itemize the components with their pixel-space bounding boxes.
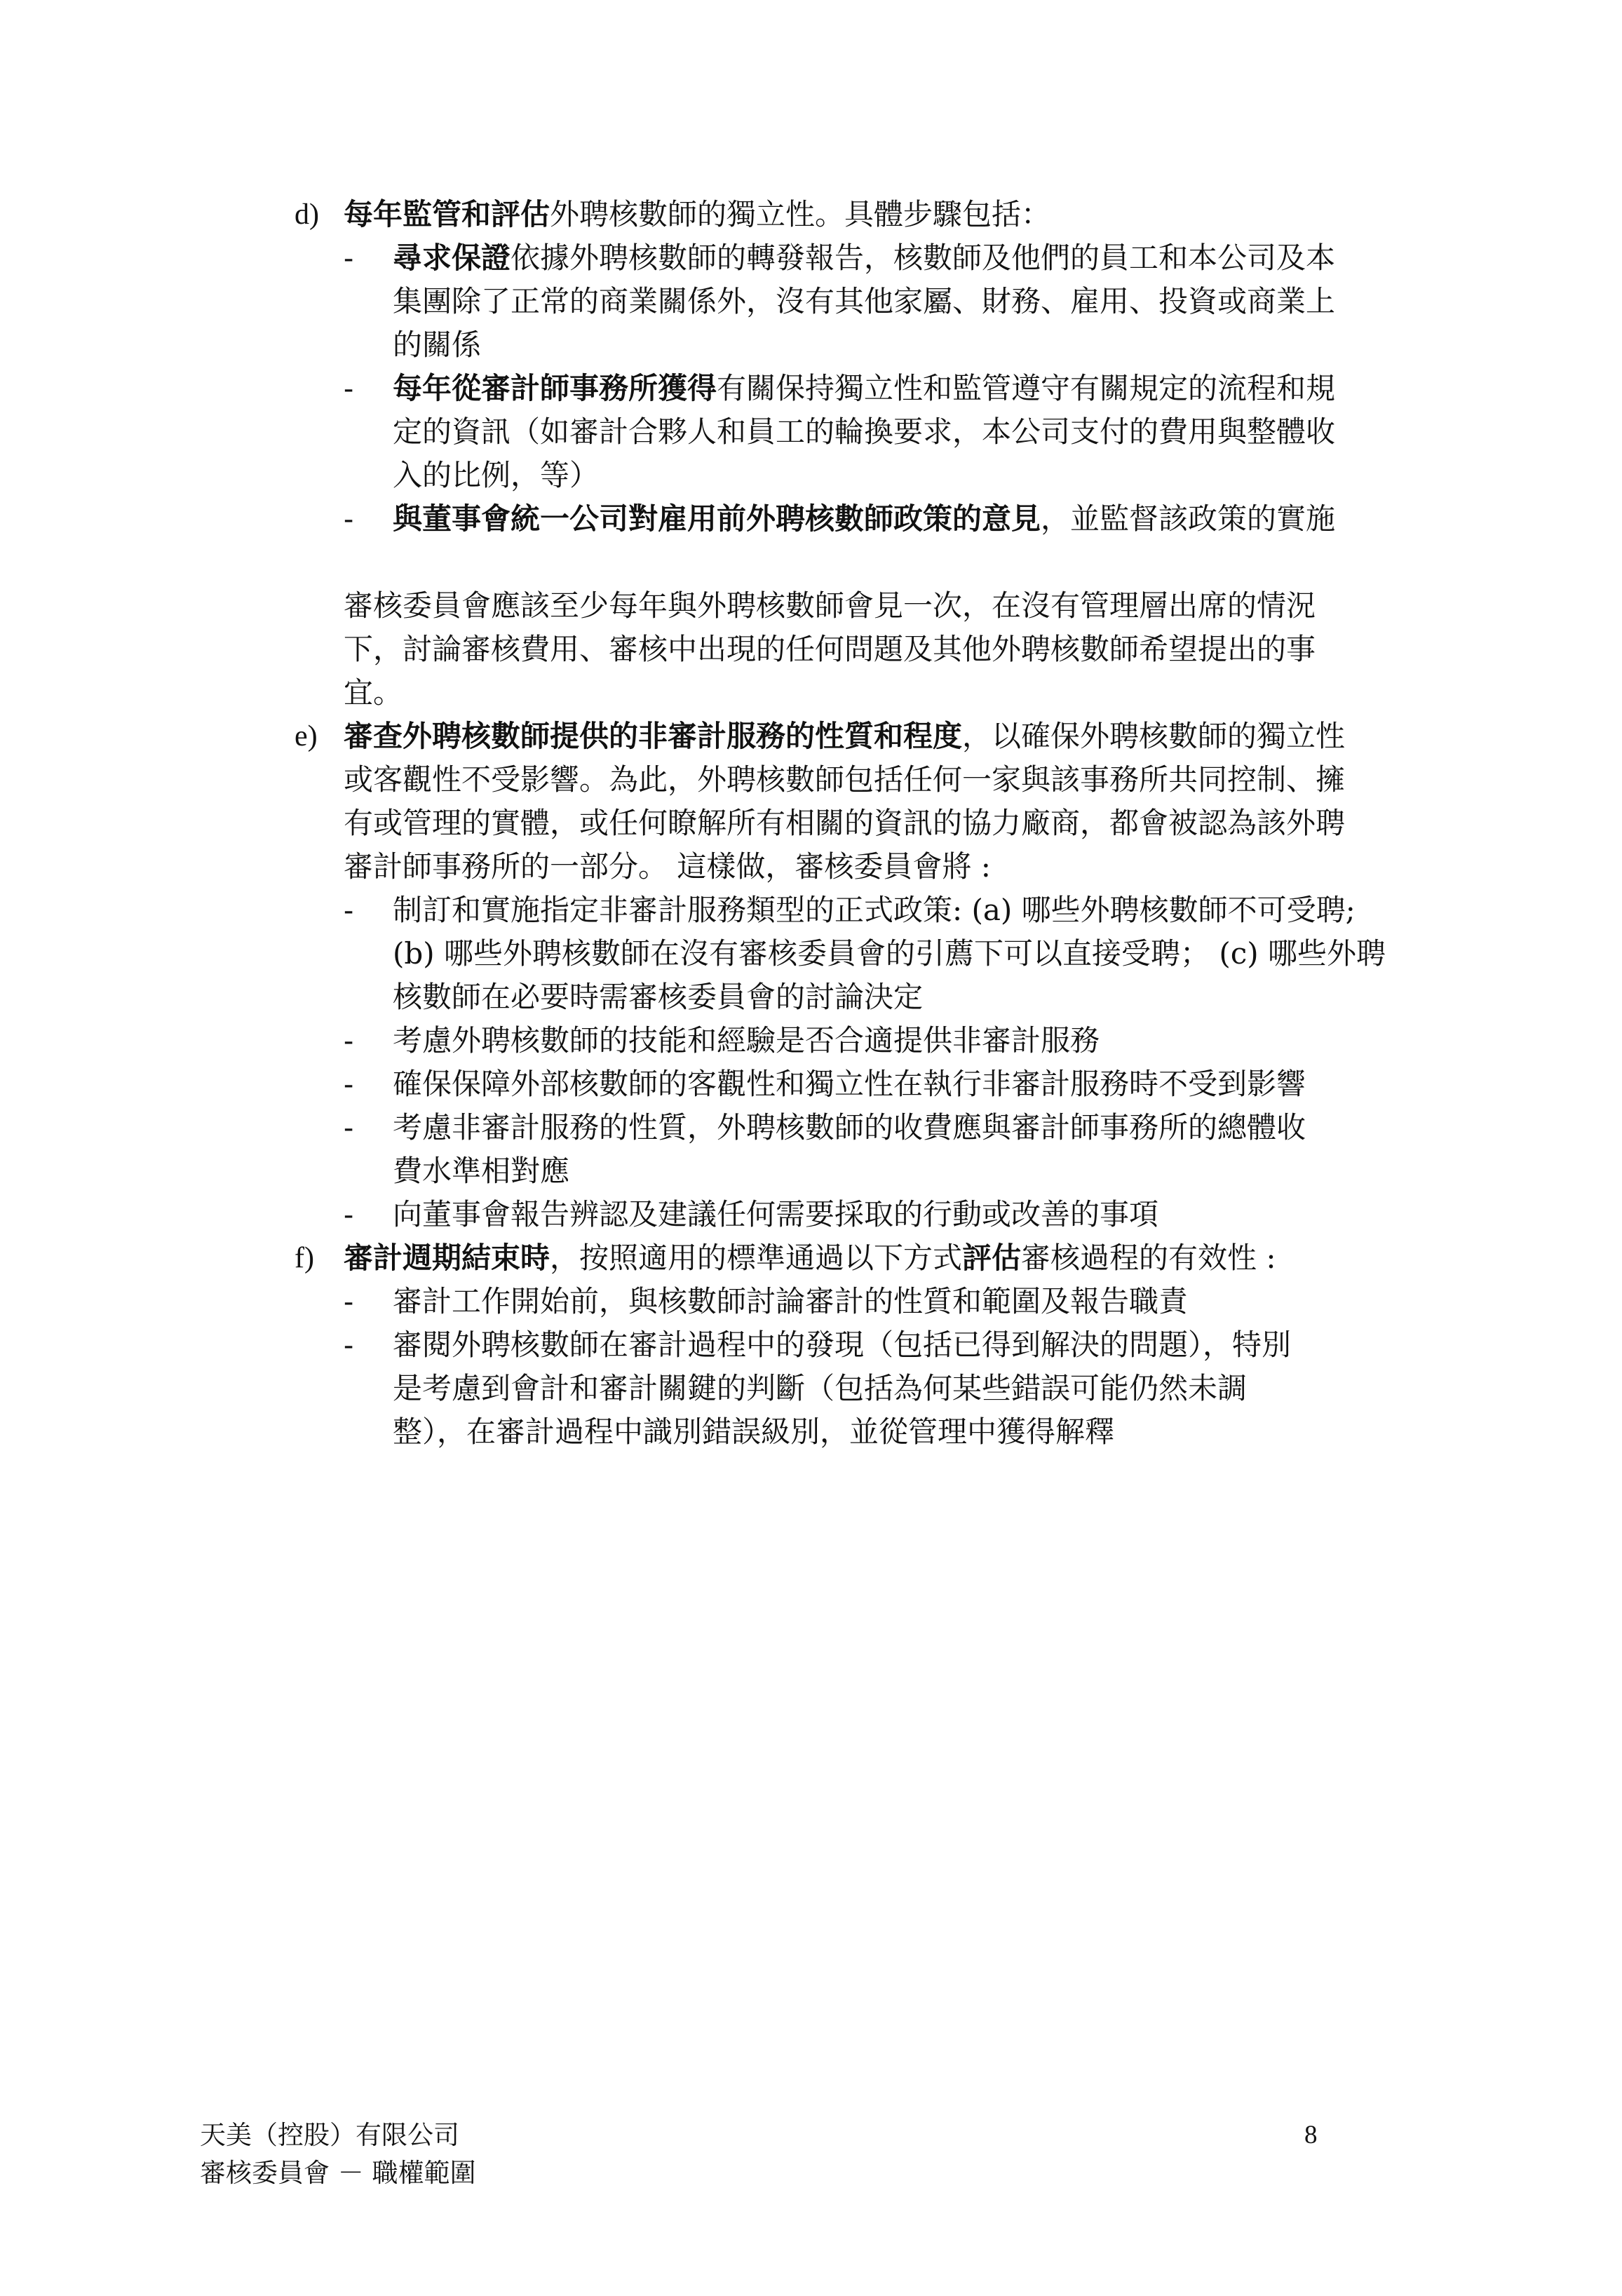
section-e-intro-text: 審計師事務所的一部分。 這樣做，審核委員會將 : <box>344 849 991 884</box>
footer-document-title: 審核委員會 － 職權範圍 <box>200 2158 476 2188</box>
bullet-dash: - <box>344 1284 354 1318</box>
bullet-dash: - <box>344 893 354 927</box>
section-marker-d: d) <box>295 198 319 231</box>
item-text: (b) 哪些外聘核數師在沒有審核委員會的引薦下可以直接受聘； (c) 哪些外聘 <box>393 936 1386 971</box>
bullet-dash: - <box>344 241 354 275</box>
item-text: 考慮非審計服務的性質，外聘核數師的收費應與審計師事務所的總體收 <box>393 1110 1306 1144</box>
section-d-item-3 <box>344 497 1431 541</box>
section-f <box>295 1236 1431 1454</box>
section-d-paragraph <box>344 584 1431 715</box>
item-text: 審計工作開始前，與核數師討論審計的性質和範圍及報告職責 <box>393 1284 1189 1318</box>
item-text: 考慮外聘核數師的技能和經驗是否合適提供非審計服務 <box>393 1023 1100 1058</box>
section-f-intro-bold: 審計週期結束時 <box>344 1241 550 1275</box>
document-body <box>295 193 1431 1454</box>
section-marker-e: e) <box>295 720 318 752</box>
item-text: 審閱外聘核數師在審計過程中的發現（包括已得到解決的問題），特別 <box>393 1328 1292 1362</box>
section-e-intro-bold: 審查外聘核數師提供的非審計服務的性質和程度 <box>344 719 963 753</box>
item-text: ，並監督該政策的實施 <box>1041 501 1336 536</box>
paragraph-line: 宜。 <box>344 675 403 710</box>
section-marker-f: f) <box>295 1242 314 1274</box>
bullet-dash: - <box>344 1023 354 1058</box>
item-text: 核數師在必要時需審核委員會的討論決定 <box>393 980 924 1014</box>
item-text: 整），在審計過程中識別錯誤級別，並從管理中獲得解釋 <box>393 1414 1115 1449</box>
item-text: 費水準相對應 <box>393 1154 570 1188</box>
section-d-item-1 <box>344 236 1431 367</box>
item-text: 定的資訊（如審計合夥人和員工的輪換要求，本公司支付的費用與整體收 <box>393 414 1336 449</box>
bullet-dash: - <box>344 371 354 405</box>
item-text: 向董事會報告辨認及建議任何需要採取的行動或改善的事項 <box>393 1197 1159 1231</box>
section-e-intro-text: 有或管理的實體，或任何瞭解所有相關的資訊的協力廠商，都會被認為該外聘 <box>344 806 1346 840</box>
section-f-intro-text: 審核過程的有效性 : <box>1021 1241 1276 1275</box>
section-d <box>295 193 1431 715</box>
item-text: 確保保障外部核數師的客觀性和獨立性在執行非審計服務時不受到影響 <box>393 1067 1306 1101</box>
section-d-intro-bold: 每年監管和評估 <box>344 197 550 231</box>
bullet-dash: - <box>344 1328 354 1362</box>
item-bold-text: 每年從審計師事務所獲得 <box>393 371 717 405</box>
section-f-item-2 <box>344 1323 1431 1454</box>
footer-company-name: 天美（控股）有限公司 <box>200 2120 459 2150</box>
section-e-intro-text: 或客觀性不受影響。為此，外聘核數師包括任何一家與該事務所共同控制、擁 <box>344 762 1346 797</box>
section-e-item-3 <box>344 1062 1431 1106</box>
item-text: 有關保持獨立性和監管遵守有關規定的流程和規 <box>717 371 1336 405</box>
section-d-intro <box>344 193 1431 236</box>
item-text: 的關係 <box>393 327 482 362</box>
section-e-intro-text: ，以確保外聘核數師的獨立性 <box>962 719 1346 753</box>
bullet-dash: - <box>344 501 354 536</box>
item-text: 依據外聘核數師的轉發報告，核數師及他們的員工和本公司及本 <box>511 241 1336 275</box>
section-d-intro-text: 外聘核數師的獨立性。具體步驟包括： <box>550 197 1051 231</box>
section-e-item-2 <box>344 1019 1431 1062</box>
bullet-dash: - <box>344 1110 354 1144</box>
item-bold-text: 尋求保證 <box>393 241 511 275</box>
page-number: 8 <box>1304 2121 1318 2149</box>
section-f-intro-text: ，按照適用的標準通過以下方式 <box>550 1241 963 1275</box>
footer <box>200 2116 476 2192</box>
section-e-item-1 <box>344 889 1431 1019</box>
bullet-dash: - <box>344 1197 354 1231</box>
section-d-item-2 <box>344 367 1431 497</box>
paragraph-line: 審核委員會應該至少每年與外聘核數師會見一次，在沒有管理層出席的情況 <box>344 588 1316 623</box>
section-e-item-4 <box>344 1106 1431 1193</box>
item-bold-text: 與董事會統一公司對雇用前外聘核數師政策的意見 <box>393 501 1041 536</box>
item-text: 制訂和實施指定非審計服務類型的正式政策: (a) 哪些外聘核數師不可受聘; <box>393 893 1356 927</box>
section-f-item-1 <box>344 1280 1431 1323</box>
section-e-item-5 <box>344 1193 1431 1236</box>
item-text: 入的比例，等） <box>393 458 600 492</box>
section-f-intro-bold: 評估 <box>962 1241 1022 1275</box>
bullet-dash: - <box>344 1067 354 1101</box>
item-text: 是考慮到會計和審計關鍵的判斷（包括為何某些錯誤可能仍然未調 <box>393 1371 1248 1405</box>
item-text: 集團除了正常的商業關係外，沒有其他家屬、財務、雇用、投資或商業上 <box>393 284 1336 318</box>
paragraph-line: 下，討論審核費用、審核中出現的任何問題及其他外聘核數師希望提出的事 <box>344 632 1316 666</box>
section-e <box>295 715 1431 1236</box>
